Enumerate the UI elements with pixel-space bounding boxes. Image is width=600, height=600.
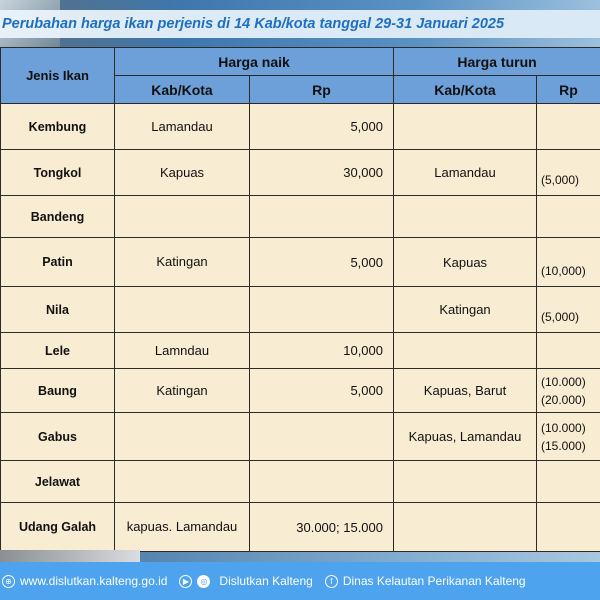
youtube-icon[interactable]: ▶ — [179, 575, 192, 588]
turun-kab — [394, 503, 537, 552]
fish-name: Bandeng — [1, 196, 115, 238]
table-row — [1, 196, 600, 238]
naik-kab — [115, 413, 250, 461]
fish-name: Nila — [1, 287, 115, 333]
footer-facebook: Dinas Kelautan Perikanan Kalteng — [342, 574, 526, 588]
turun-rp — [537, 333, 600, 369]
turun-kab — [394, 461, 537, 503]
naik-kab: Katingan — [115, 238, 250, 287]
turun-kab: Kapuas, Lamandau — [394, 413, 537, 461]
turun-rp: (5,000) — [537, 287, 600, 333]
fish-name: Lele — [1, 333, 115, 369]
fish-name: Jelawat — [1, 461, 115, 503]
fish-name: Udang Galah — [1, 503, 115, 552]
turun-kab: Kapuas, Barut — [394, 369, 537, 413]
turun-kab — [394, 196, 537, 238]
naik-kab: Katingan — [115, 369, 250, 413]
fish-name: Patin — [1, 238, 115, 287]
naik-rp — [250, 196, 394, 238]
instagram-icon[interactable]: ◎ — [197, 575, 210, 588]
table-row — [1, 104, 600, 150]
col-naik-rp: Rp — [250, 76, 394, 104]
page-title: Perubahan harga ikan perjenis di 14 Kab/kota tanggal 29-31 Januari 2025 — [2, 16, 505, 32]
naik-kab: Kapuas — [115, 150, 250, 196]
col-harga-naik: Harga naik — [115, 48, 394, 76]
turun-rp — [537, 461, 600, 503]
table-row — [1, 413, 600, 461]
naik-kab — [115, 287, 250, 333]
col-turun-rp: Rp — [537, 76, 600, 104]
turun-rp: (5,000) — [537, 150, 600, 196]
fish-name: Gabus — [1, 413, 115, 461]
naik-rp — [250, 461, 394, 503]
footer-social: Dislutkan Kalteng — [219, 574, 313, 588]
footer-website[interactable]: www.dislutkan.kalteng.go.id — [20, 574, 168, 588]
fish-name: Tongkol — [1, 150, 115, 196]
col-turun-kab: Kab/Kota — [394, 76, 537, 104]
table-row — [1, 238, 600, 287]
naik-kab — [115, 461, 250, 503]
turun-rp: (10,000) — [537, 238, 600, 287]
turun-rp — [537, 104, 600, 150]
col-harga-turun: Harga turun — [394, 48, 600, 76]
naik-kab — [115, 196, 250, 238]
table-row — [1, 287, 600, 333]
col-jenis-ikan: Jenis Ikan — [1, 48, 115, 104]
naik-rp: 30.000; 15.000 — [250, 503, 394, 552]
table-row — [1, 150, 600, 196]
turun-rp — [537, 503, 600, 552]
col-naik-kab: Kab/Kota — [115, 76, 250, 104]
turun-rp — [537, 196, 600, 238]
turun-kab — [394, 104, 537, 150]
naik-kab: kapuas. Lamandau — [115, 503, 250, 552]
naik-rp — [250, 287, 394, 333]
fish-name: Baung — [1, 369, 115, 413]
table-row — [1, 503, 600, 552]
naik-rp — [250, 413, 394, 461]
naik-kab: Lamandau — [115, 104, 250, 150]
turun-rp: (10.000) (15.000) — [537, 413, 600, 461]
facebook-icon[interactable]: f — [325, 575, 338, 588]
turun-kab: Kapuas — [394, 238, 537, 287]
fish-name: Kembung — [1, 104, 115, 150]
naik-kab: Lamndau — [115, 333, 250, 369]
turun-rp: (10.000) (20.000) — [537, 369, 600, 413]
naik-rp: 30,000 — [250, 150, 394, 196]
table-row — [1, 369, 600, 413]
globe-icon: ⊕ — [2, 575, 15, 588]
title-band — [0, 10, 600, 38]
turun-kab: Lamandau — [394, 150, 537, 196]
table-row — [1, 461, 600, 503]
naik-rp: 5,000 — [250, 104, 394, 150]
footer-bar — [0, 562, 600, 600]
turun-kab — [394, 333, 537, 369]
naik-rp: 5,000 — [250, 238, 394, 287]
table-row — [1, 333, 600, 369]
turun-kab: Katingan — [394, 287, 537, 333]
price-table — [0, 47, 600, 552]
naik-rp: 5,000 — [250, 369, 394, 413]
naik-rp: 10,000 — [250, 333, 394, 369]
